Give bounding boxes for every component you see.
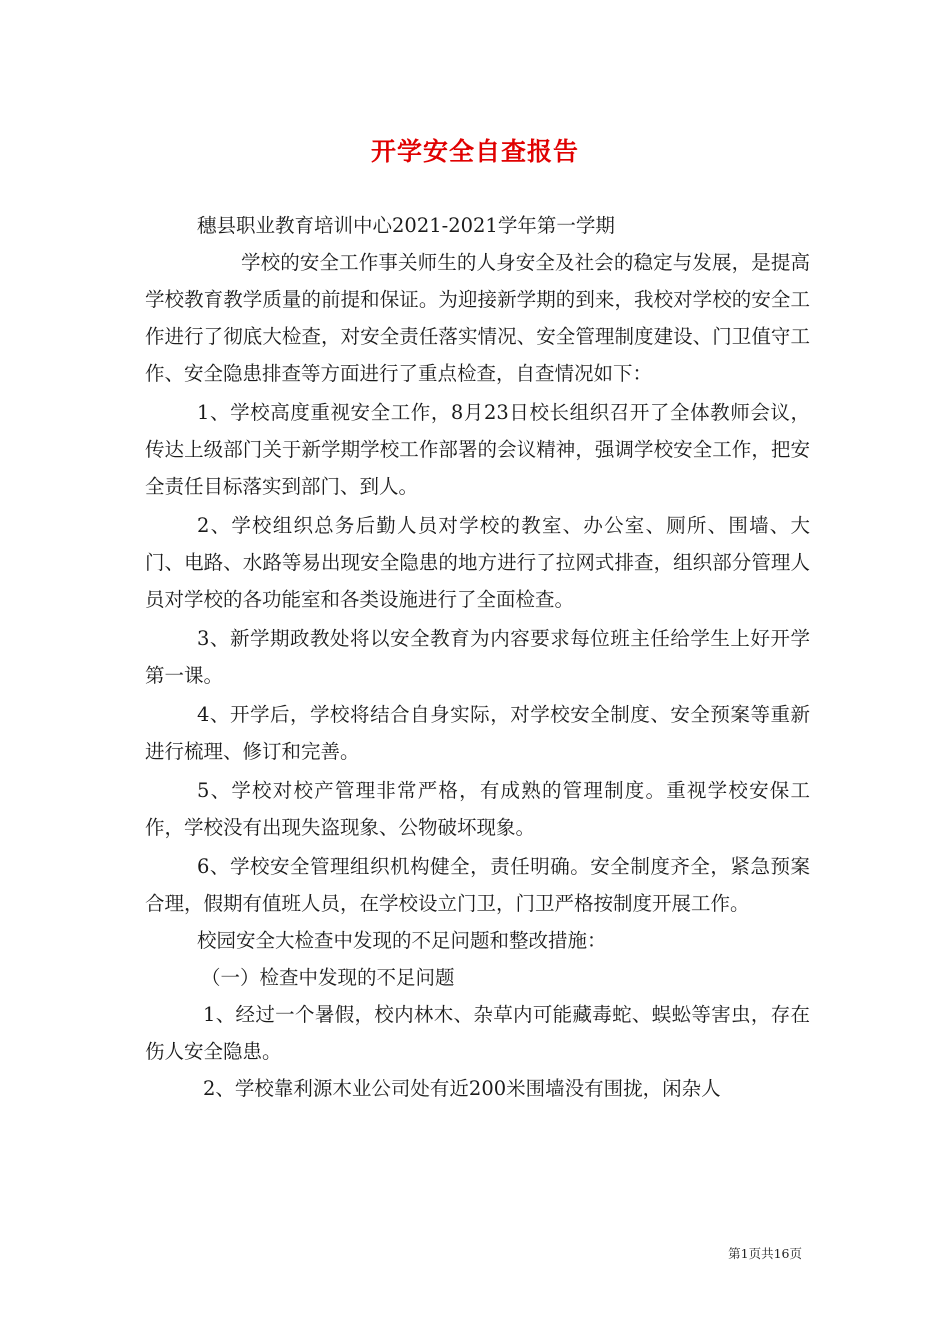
document-body bbox=[145, 207, 810, 1107]
list-item: 1、学校高度重视安全工作，8月23日校长组织召开了全体教师会议，传达上级部门关于新学期学校工作部署的会议精神，强调学校安全工作，把安全责任目标落实到部门、到人。 bbox=[145, 401, 810, 498]
problem-item: 1、经过一个暑假，校内林木、杂草内可能藏毒蛇、蜈蚣等害虫，存在伤人安全隐患。 bbox=[145, 1003, 810, 1063]
subsection-heading: （一）检查中发现的不足问题 bbox=[201, 966, 455, 989]
document-subtitle: 穗县职业教育培训中心2021-2021学年第一学期 bbox=[197, 214, 615, 237]
problem-item: 2、学校靠利源木业公司处有近200米围墙没有围拢，闲杂人 bbox=[203, 1077, 721, 1100]
intro-paragraph: 学校的安全工作事关师生的人身安全及社会的稳定与发展，是提高学校教育教学质量的前提和保证。为迎接新学期的到来，我校对学校的安全工作进行了彻底大检查，对安全责任落实情况、安全管理制度建设、门卫值守工作、安全隐患排查等方面进行了重点检查，自查情况如下： bbox=[145, 251, 810, 385]
section-heading: 校园安全大检查中发现的不足问题和整改措施： bbox=[197, 929, 607, 952]
list-item: 6、学校安全管理组织机构健全，责任明确。安全制度齐全，紧急预案合理，假期有值班人员，在学校设立门卫，门卫严格按制度开展工作。 bbox=[145, 855, 810, 915]
list-item: 5、学校对校产管理非常严格，有成熟的管理制度。重视学校安保工作，学校没有出现失盗现象、公物破坏现象。 bbox=[145, 779, 810, 839]
list-item: 4、开学后，学校将结合自身实际，对学校安全制度、安全预案等重新进行梳理、修订和完善。 bbox=[145, 703, 810, 763]
list-item: 3、新学期政教处将以安全教育为内容要求每位班主任给学生上好开学第一课。 bbox=[145, 627, 810, 687]
list-item: 2、学校组织总务后勤人员对学校的教室、办公室、厕所、围墙、大门、电路、水路等易出现安全隐患的地方进行了拉网式排查，组织部分管理人员对学校的各功能室和各类设施进行了全面检查。 bbox=[145, 514, 810, 611]
page-number: 第1页共16页 bbox=[728, 1246, 802, 1261]
document-title: 开学安全自查报告 bbox=[370, 137, 579, 166]
